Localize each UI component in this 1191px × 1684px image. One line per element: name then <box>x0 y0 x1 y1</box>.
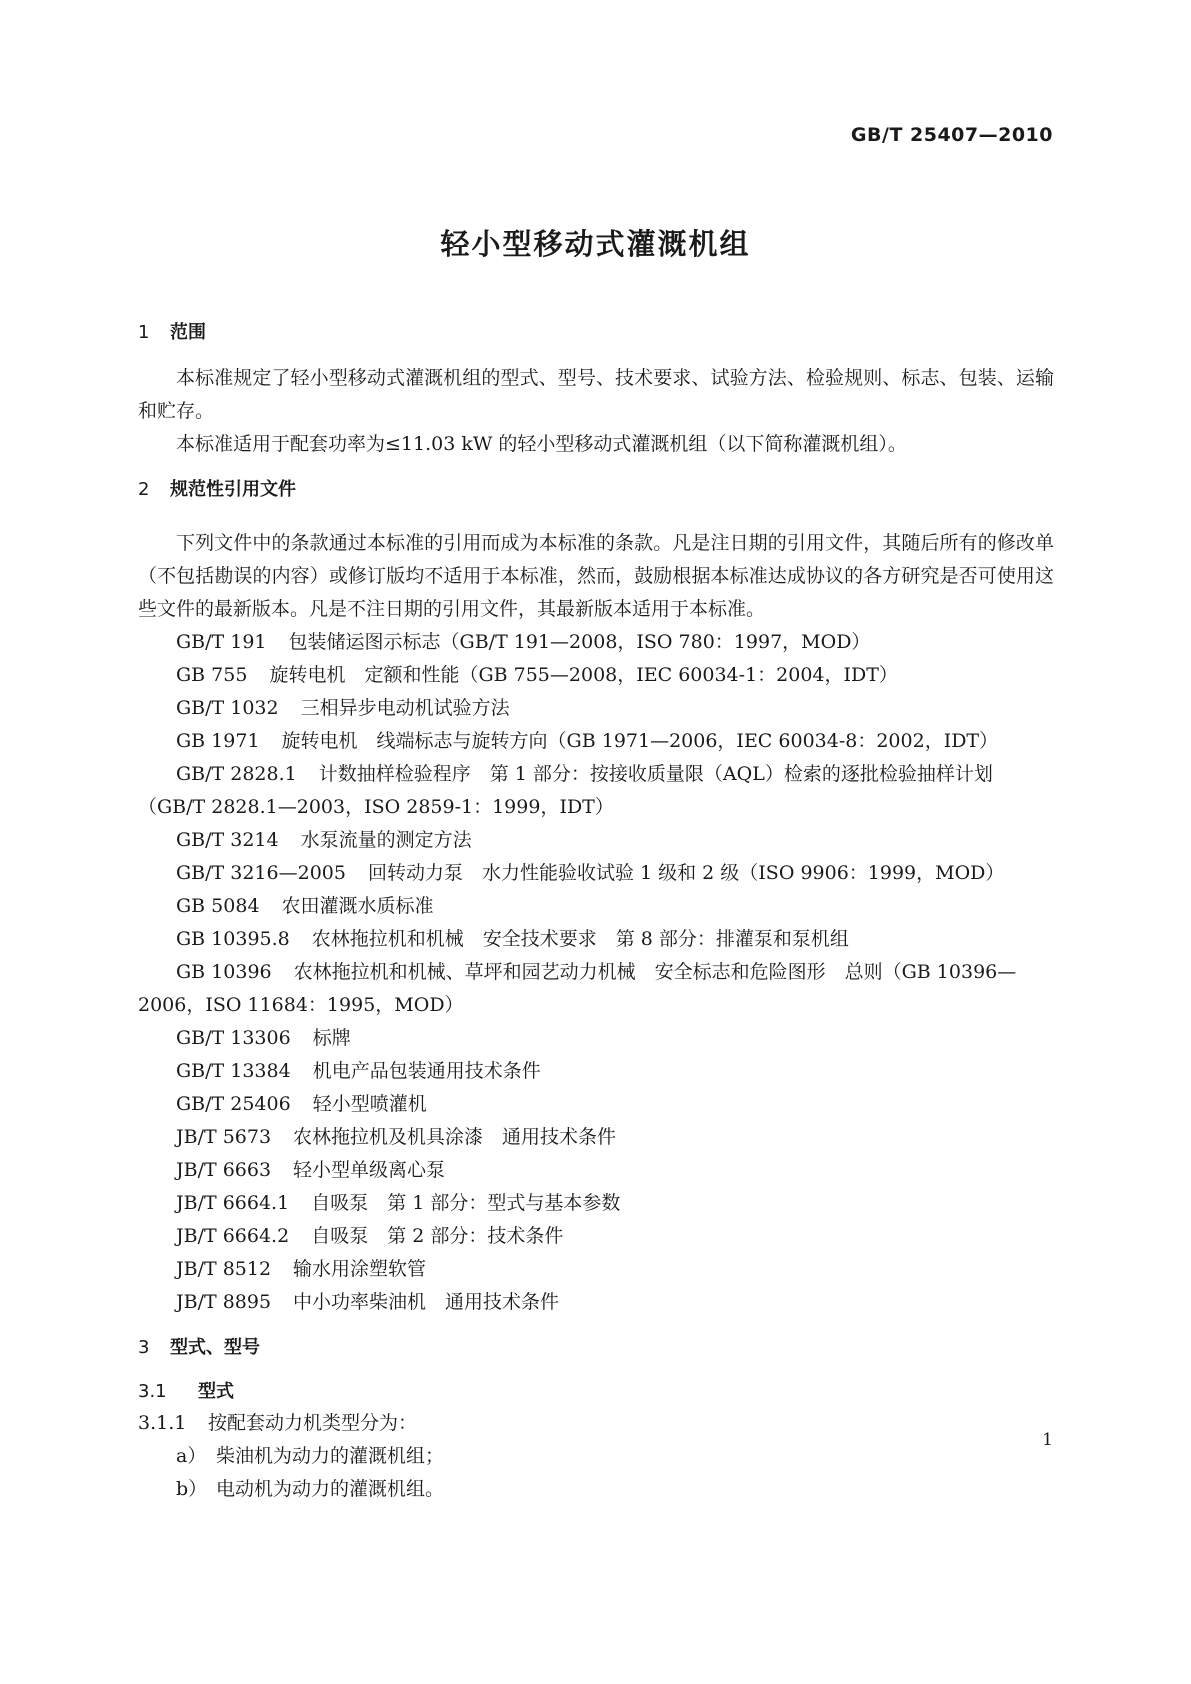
reference-code: GB/T 1032 <box>176 697 279 719</box>
reference-title: 自吸泵 第 2 部分：技术条件 <box>311 1225 564 1247</box>
reference-title: 水泵流量的测定方法 <box>300 829 472 851</box>
reference-item <box>138 692 1054 725</box>
section-2-heading <box>138 475 1054 505</box>
section-title: 规范性引用文件 <box>170 479 296 500</box>
reference-title: 轻小型单级离心泵 <box>293 1159 446 1181</box>
clause-number: 3.1.1 <box>138 1412 187 1434</box>
clause-text: 按配套动力机类型分为： <box>208 1412 418 1434</box>
reference-item <box>138 1253 1054 1286</box>
reference-title: 轻小型喷灌机 <box>312 1093 427 1115</box>
section-number: 3 <box>138 1337 150 1358</box>
paragraph: 下列文件中的条款通过本标准的引用而成为本标准的条款。凡是注日期的引用文件，其随后所有的修改单（不包括勘误的内容）或修订版均不适用于本标准，然而，鼓励根据本标准达成协议的各方研究是否可使用这些文件的最新版本。凡是不注日期的引用文件，其最新版本适用于本标准。 <box>138 532 1054 620</box>
reference-item <box>138 1154 1054 1187</box>
reference-title: 标牌 <box>312 1027 351 1049</box>
reference-code: JB/T 6664.2 <box>176 1225 290 1247</box>
reference-code: GB/T 3216—2005 <box>176 862 346 884</box>
reference-title: 回转动力泵 水力性能验收试验 1 级和 2 级（ISO 9906：1999，MOD） <box>367 862 1005 884</box>
reference-item <box>138 857 1054 890</box>
reference-item <box>138 956 1054 1022</box>
reference-code: JB/T 8512 <box>176 1258 272 1280</box>
reference-code: GB/T 13384 <box>176 1060 291 1082</box>
reference-code: GB 10395.8 <box>176 928 290 950</box>
section-3-heading <box>138 1333 1054 1363</box>
reference-item <box>138 659 1054 692</box>
reference-title: 农林拖拉机及机具涂漆 通用技术条件 <box>293 1126 617 1148</box>
reference-code: GB 755 <box>176 664 248 686</box>
reference-item <box>138 1187 1054 1220</box>
list-item <box>138 1440 1054 1473</box>
reference-title: 机电产品包装通用技术条件 <box>312 1060 541 1082</box>
reference-title: 农林拖拉机和机械 安全技术要求 第 8 部分：排灌泵和泵机组 <box>311 928 849 950</box>
subsection-title: 型式 <box>198 1381 234 1402</box>
reference-item <box>138 1022 1054 1055</box>
paragraph: 本标准规定了轻小型移动式灌溉机组的型式、型号、技术要求、试验方法、检验规则、标志、包装、运输和贮存。 <box>138 367 1054 422</box>
reference-code: GB/T 25406 <box>176 1093 291 1115</box>
reference-code: JB/T 8895 <box>176 1291 272 1313</box>
reference-item <box>138 890 1054 923</box>
reference-code: GB 5084 <box>176 895 260 917</box>
reference-code: GB 10396 <box>176 961 272 983</box>
section-1-heading <box>138 318 1054 348</box>
list-label: a） <box>176 1445 207 1467</box>
list-text: 柴油机为动力的灌溉机组； <box>216 1445 445 1467</box>
section-number: 2 <box>138 479 150 500</box>
reference-code: JB/T 6663 <box>176 1159 272 1181</box>
reference-item <box>138 1286 1054 1319</box>
reference-code: GB/T 13306 <box>176 1027 291 1049</box>
clause <box>138 1407 1054 1440</box>
list-label: b） <box>176 1478 208 1500</box>
list-item <box>138 1473 1054 1506</box>
section-title: 型式、型号 <box>170 1337 260 1358</box>
standard-number: GB/T 25407—2010 <box>850 124 1053 146</box>
reference-item <box>138 758 1054 824</box>
reference-code: JB/T 5673 <box>176 1126 272 1148</box>
section-number: 1 <box>138 322 150 343</box>
reference-title: 旋转电机 定额和性能（GB 755—2008，IEC 60034-1：2004，IDT） <box>269 664 898 686</box>
reference-item <box>138 824 1054 857</box>
reference-item <box>138 725 1054 758</box>
reference-code: GB 1971 <box>176 730 260 752</box>
reference-item <box>138 626 1054 659</box>
reference-item <box>138 1055 1054 1088</box>
reference-title: 农林拖拉机和机械、草坪和园艺动力机械 安全标志和危险图形 总则（GB 10396—2006，ISO 11684：1995，MOD） <box>138 961 1017 1016</box>
reference-title: 中小功率柴油机 通用技术条件 <box>293 1291 560 1313</box>
reference-title: 自吸泵 第 1 部分：型式与基本参数 <box>311 1192 621 1214</box>
reference-title: 计数抽样检验程序 第 1 部分：按接收质量限（AQL）检索的逐批检验抽样计划（GB/T 2828.1—2003，ISO 2859-1：1999，IDT） <box>138 763 993 818</box>
reference-title: 旋转电机 线端标志与旋转方向（GB 1971—2006，IEC 60034-8：2002，IDT） <box>281 730 999 752</box>
reference-item <box>138 1220 1054 1253</box>
reference-code: GB/T 191 <box>176 631 267 653</box>
reference-title: 包装储运图示标志（GB/T 191—2008，ISO 780：1997，MOD） <box>288 631 871 653</box>
reference-title: 三相异步电动机试验方法 <box>300 697 510 719</box>
document-body <box>138 318 1054 1506</box>
reference-code: GB/T 2828.1 <box>176 763 297 785</box>
document-title: 轻小型移动式灌溉机组 <box>440 227 751 261</box>
page-number: 1 <box>1042 1430 1053 1450</box>
reference-title: 输水用涂塑软管 <box>293 1258 427 1280</box>
reference-code: GB/T 3214 <box>176 829 279 851</box>
list-text: 电动机为动力的灌溉机组。 <box>216 1478 445 1500</box>
paragraph: 本标准适用于配套功率为≤11.03 kW 的轻小型移动式灌溉机组（以下简称灌溉机组）。 <box>176 433 907 455</box>
reference-title: 农田灌溉水质标准 <box>281 895 434 917</box>
reference-code: JB/T 6664.1 <box>176 1192 290 1214</box>
reference-item <box>138 923 1054 956</box>
reference-item <box>138 1121 1054 1154</box>
reference-item <box>138 1088 1054 1121</box>
subsection-number: 3.1 <box>138 1381 167 1402</box>
section-title: 范围 <box>170 322 206 343</box>
subsection-heading <box>138 1377 1054 1407</box>
